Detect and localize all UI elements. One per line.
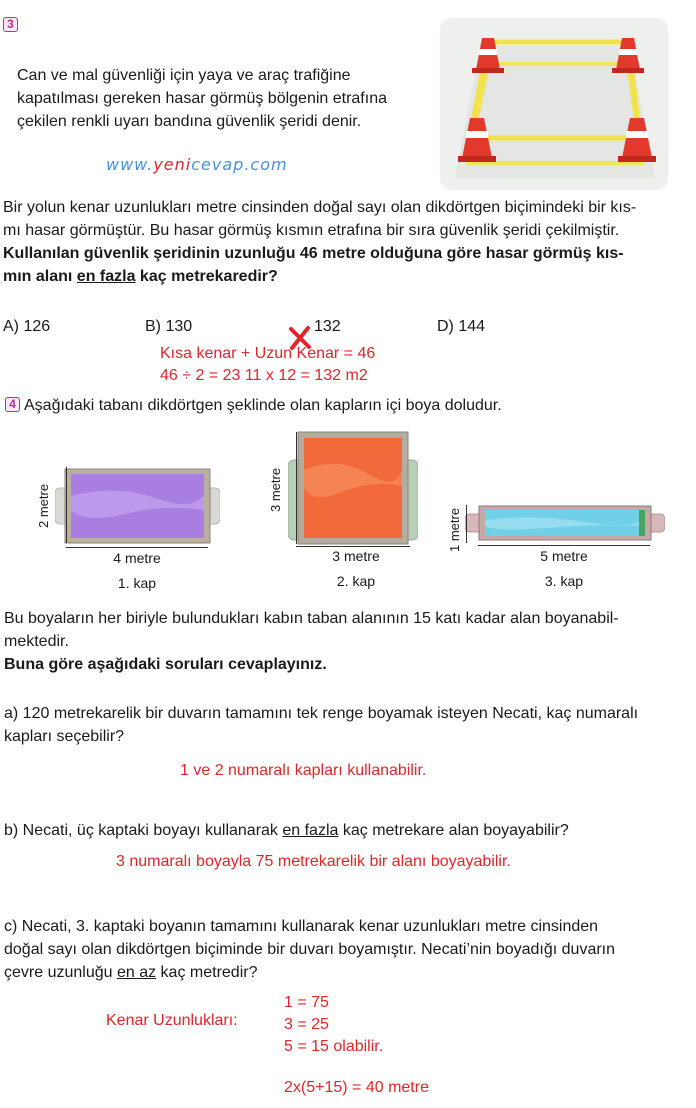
container-name-2: 2. kap [336,573,376,589]
q3-intro-line: kapatılması gereken hasar görmüş bölgenin etrafına [17,90,387,107]
safety-tape-illustration [440,18,668,190]
width-dim-line-2 [296,546,410,547]
height-label-2: 3 metre [268,467,283,512]
q4a-line: kapları seçebilir? [4,728,125,745]
height-dim-line-2 [296,432,297,544]
watermark-part: www. [106,155,154,174]
q4c-answer-line: 1 = 75 [284,994,329,1011]
q3-intro-line: çekilen renkli uyarı bandına güvenlik şeridi denir. [17,113,362,130]
watermark-part: yeni [153,155,192,174]
q3-question-line: mın alanı en fazla kaç metrekaredir? [3,268,278,285]
q3-question-line: Kullanılan güvenlik şeridinin uzunluğu 46 metre olduğuna göre hasar görmüş kıs- [3,245,624,262]
watermark-part: .com [244,155,288,174]
q4-intro: Aşağıdaki tabanı dikdörtgen şeklinde olan kapların içi boya doludur. [24,397,502,414]
width-dim-line-1 [66,547,208,548]
height-label-3: 1 metre [447,507,462,552]
q3-body [3,196,693,288]
q4c-line: doğal sayı olan dikdörtgen biçiminde bir duvarı boyamıştır. Necati’nin boyadığı duvarın [4,941,616,958]
q4c-answer [284,992,383,1058]
q3-answer [160,343,375,387]
q4c-answer-label: Kenar Uzunlukları: [106,1012,238,1029]
width-label-1: 4 metre [113,550,161,566]
q4-info-line: mektedir. [4,633,69,650]
container-name-1: 1. kap [117,575,157,591]
width-dim-line-3 [478,545,650,546]
watermark-part: cevap [191,155,245,174]
q3-intro [17,64,387,133]
q4c-answer-line: 3 = 25 [284,1016,329,1033]
q4-instruction: Buna göre aşağıdaki soruları cevaplayınız. [4,656,327,673]
watermark [106,155,288,174]
q4a-answer: 1 ve 2 numaralı kapları kullanabilir. [180,762,427,779]
height-dim-line-3 [466,505,467,543]
width-label-2: 3 metre [332,548,380,564]
q4b-answer: 3 numaralı boyayla 75 metrekarelik bir alanı boyayabilir. [116,853,511,870]
height-label-1: 2 metre [36,483,51,528]
q3-answer-line: 46 ÷ 2 = 23 11 x 12 = 132 m2 [160,367,368,384]
container-2 [288,430,418,546]
height-dim-line-1 [66,467,67,543]
option-c[interactable]: 132 [288,318,341,336]
q4a-question [4,702,694,748]
q3-body-line: mı hasar görmüştür. Bu hasar görmüş kısmın etrafına bir sıra güvenlik şeridi çekilmiştir. [3,222,620,239]
option-a[interactable]: A) 126 [3,318,51,335]
question-number-3: 3 [3,17,18,32]
q4a-line: a) 120 metrekarelik bir duvarın tamamını tek renge boyamak isteyen Necati, kaç numaralı [4,705,639,722]
container-3 [465,504,665,544]
option-d[interactable]: D) 144 [437,318,486,335]
q4-info-line: Bu boyaların her biriyle bulundukları kabın taban alanının 15 katı kadar alan boyanabil- [4,610,619,627]
q4c-answer-line: 5 = 15 olabilir. [284,1038,384,1055]
option-b[interactable]: B) 130 [145,318,193,335]
q4c-line: c) Necati, 3. kaptaki boyanın tamamını kullanarak kenar uzunlukları metre cinsinden [4,918,599,935]
container-name-3: 3. kap [544,573,584,589]
width-label-3: 5 metre [540,548,588,564]
question-number-4: 4 [5,397,20,412]
q4-info [4,607,694,676]
container-1 [55,466,220,550]
q3-intro-line: Can ve mal güvenliği için yaya ve araç trafiğine [17,67,351,84]
q4b-question: b) Necati, üç kaptaki boyayı kullanarak en fazla kaç metrekare alan boyayabilir? [4,822,569,839]
q4c-final-answer: 2x(5+15) = 40 metre [284,1079,429,1096]
q4c-question [4,915,694,984]
q4c-line: çevre uzunluğu en az kaç metredir? [4,964,258,981]
q3-body-line: Bir yolun kenar uzunlukları metre cinsinden doğal sayı olan dikdörtgen biçimindeki bir kıs- [3,199,637,216]
q3-answer-line: Kısa kenar + Uzun Kenar = 46 [160,345,376,362]
